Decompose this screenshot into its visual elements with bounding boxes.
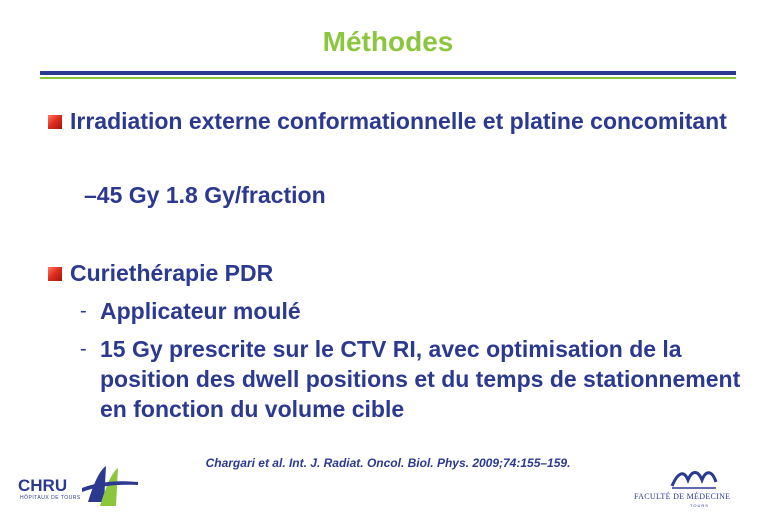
sub-bullet-marker: - — [80, 338, 87, 360]
chru-logo — [18, 462, 148, 510]
sub-bullet-text: 45 Gy 1.8 Gy/fraction — [96, 182, 326, 208]
faculty-emblem-icon — [670, 466, 718, 490]
square-bullet-icon — [48, 115, 62, 129]
sub-bullet-item — [84, 180, 326, 210]
sub-bullet-text: 15 Gy prescrite sur le CTV RI, avec optimisation de la position des dwell positions et du temps de stationnement en fonction du volume cible — [100, 336, 741, 422]
sub-bullet-marker: – — [84, 182, 97, 208]
sub-bullet-marker: - — [80, 300, 87, 322]
sub-bullet-text: Applicateur moulé — [100, 298, 301, 324]
square-bullet-icon — [48, 267, 62, 281]
faculty-logo-name: FACULTÉ DE MÉDECINE — [634, 492, 731, 501]
bullet-text: Irradiation externe conformationnelle et platine concomitant — [70, 108, 727, 134]
citation: Chargari et al. Int. J. Radiat. Oncol. Biol. Phys. 2009;74:155–159. — [205, 456, 571, 470]
chru-logo-name: CHRU — [18, 476, 68, 495]
bullet-text: Curiethérapie PDR — [70, 260, 274, 286]
faculty-logo — [630, 466, 760, 512]
chru-logo-subtitle: HÔPITAUX DE TOURS — [20, 495, 81, 501]
slide-title: Méthodes — [322, 26, 454, 57]
chru-emblem-icon — [80, 462, 140, 510]
faculty-logo-subtitle: TOURS — [690, 503, 709, 508]
